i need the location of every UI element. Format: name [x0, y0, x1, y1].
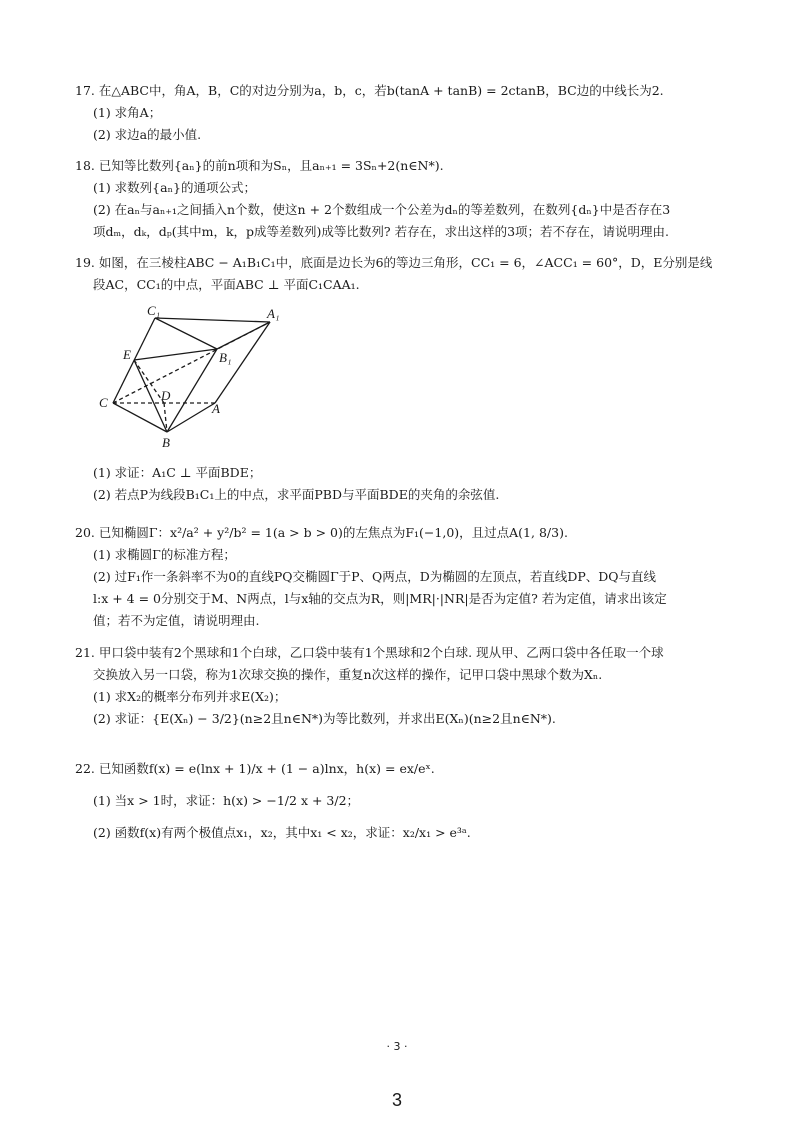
- label-a: A: [212, 401, 220, 416]
- problem-20-stem: 20. 已知椭圆Γ：x²/a² + y²/b² = 1(a > b > 0)的左焦点为F₁(−1,0)，且过点A(1, 8/3).: [75, 525, 568, 540]
- problem-22-part-1: (1) 当x > 1时，求证：h(x) > −1/2 x + 3/2；: [93, 793, 360, 808]
- label-e: E: [123, 347, 131, 362]
- page-number: 3: [391, 1090, 402, 1110]
- problem-19-part-2: (2) 若点P为线段B₁C₁上的中点，求平面PBD与平面BDE的夹角的余弦值.: [93, 487, 500, 502]
- problem-20-part-2b: l:x + 4 = 0分别交于M、N两点，l与x轴的交点为R，则|MR|·|NR|是否为定值? 若为定值，请求出该定: [93, 591, 667, 606]
- label-d: D: [161, 388, 171, 403]
- problem-22: [75, 758, 725, 844]
- problem-20: [75, 522, 725, 632]
- problem-22-stem: 22. 已知函数f(x) = e(lnx + 1)/x + (1 − a)lnx，h(x) = ex/eˣ.: [75, 761, 435, 776]
- problem-19-stem: 19. 如图，在三棱柱ABC − A₁B₁C₁中，底面是边长为6的等边三角形，CC₁ = 6，∠ACC₁ = 60°，D，E分别是线: [75, 255, 713, 270]
- problem-20-part-2c: 值；若不为定值，请说明理由.: [93, 613, 260, 628]
- edge-e-d-hidden: [134, 360, 164, 403]
- edge-c-b: [113, 403, 167, 432]
- problem-18-part-2b: 项dₘ，dₖ，dₚ(其中m，k，p成等差数列)成等比数列? 若存在，求出这样的3项；若不存在，请说明理由.: [93, 224, 670, 239]
- problem-18-part-1: (1) 求数列{aₙ}的通项公式；: [93, 180, 256, 195]
- label-b: B: [162, 435, 170, 450]
- problem-18: [75, 155, 725, 243]
- problem-18-stem: 18. 已知等比数列{aₙ}的前n项和为Sₙ，且aₙ₊₁ = 3Sₙ+2(n∈N*).: [75, 158, 444, 173]
- problem-17-part-1: (1) 求角A；: [93, 105, 162, 120]
- problem-19-part-1: (1) 求证：A₁C ⊥ 平面BDE；: [93, 465, 262, 480]
- problem-21-stem: 21. 甲口袋中装有2个黑球和1个白球，乙口袋中装有1个黑球和2个白球. 现从甲、乙两口袋中各任取一个球: [75, 645, 664, 660]
- problem-21: [75, 642, 725, 730]
- label-a1: A₁: [267, 306, 280, 321]
- problem-17: [75, 80, 725, 146]
- edge-b1-b: [167, 349, 217, 432]
- problem-20-part-1: (1) 求椭圆Γ的标准方程；: [93, 547, 236, 562]
- problem-19-parts: [75, 462, 725, 506]
- prism-figure: [95, 300, 295, 460]
- edge-c1-b1: [155, 318, 217, 349]
- edge-b-a: [167, 403, 215, 432]
- problem-22-part-2: (2) 函数f(x)有两个极值点x₁，x₂，其中x₁ < x₂，求证：x₂/x₁ > e³ᵃ.: [93, 825, 471, 840]
- problem-21-part-2: (2) 求证：{E(Xₙ) − 3/2}(n≥2且n∈N*)为等比数列，并求出E(Xₙ)(n≥2且n∈N*).: [93, 711, 556, 726]
- problem-19: [75, 252, 725, 296]
- label-b1: B₁: [219, 350, 232, 365]
- label-c: C: [99, 395, 108, 410]
- problem-21-stem-cont: 交换放入另一口袋，称为1次球交换的操作，重复n次这样的操作，记甲口袋中黑球个数为Xₙ.: [93, 667, 603, 682]
- edge-e-b1: [134, 349, 217, 360]
- problem-21-part-1: (1) 求X₂的概率分布列并求E(X₂)；: [93, 689, 287, 704]
- problem-17-stem: 17. 在△ABC中，角A，B，C的对边分别为a，b，c，若b(tanA + tanB) = 2ctanB，BC边的中线长为2.: [75, 83, 664, 98]
- problem-18-part-2a: (2) 在aₙ与aₙ₊₁之间插入n个数，使这n + 2个数组成一个公差为dₙ的等差数列，在数列{dₙ}中是否存在3: [93, 202, 671, 217]
- page-mark: · 3 ·: [386, 1040, 408, 1053]
- edge-c1-a1: [155, 318, 270, 322]
- problem-17-part-2: (2) 求边a的最小值.: [93, 127, 202, 142]
- label-c1: C₁: [147, 303, 161, 318]
- problem-19-stem-cont: 段AC，CC₁的中点，平面ABC ⊥ 平面C₁CAA₁.: [93, 277, 360, 292]
- problem-20-part-2a: (2) 过F₁作一条斜率不为0的直线PQ交椭圆Γ于P、Q两点，D为椭圆的左顶点，若直线DP、DQ与直线: [93, 569, 657, 584]
